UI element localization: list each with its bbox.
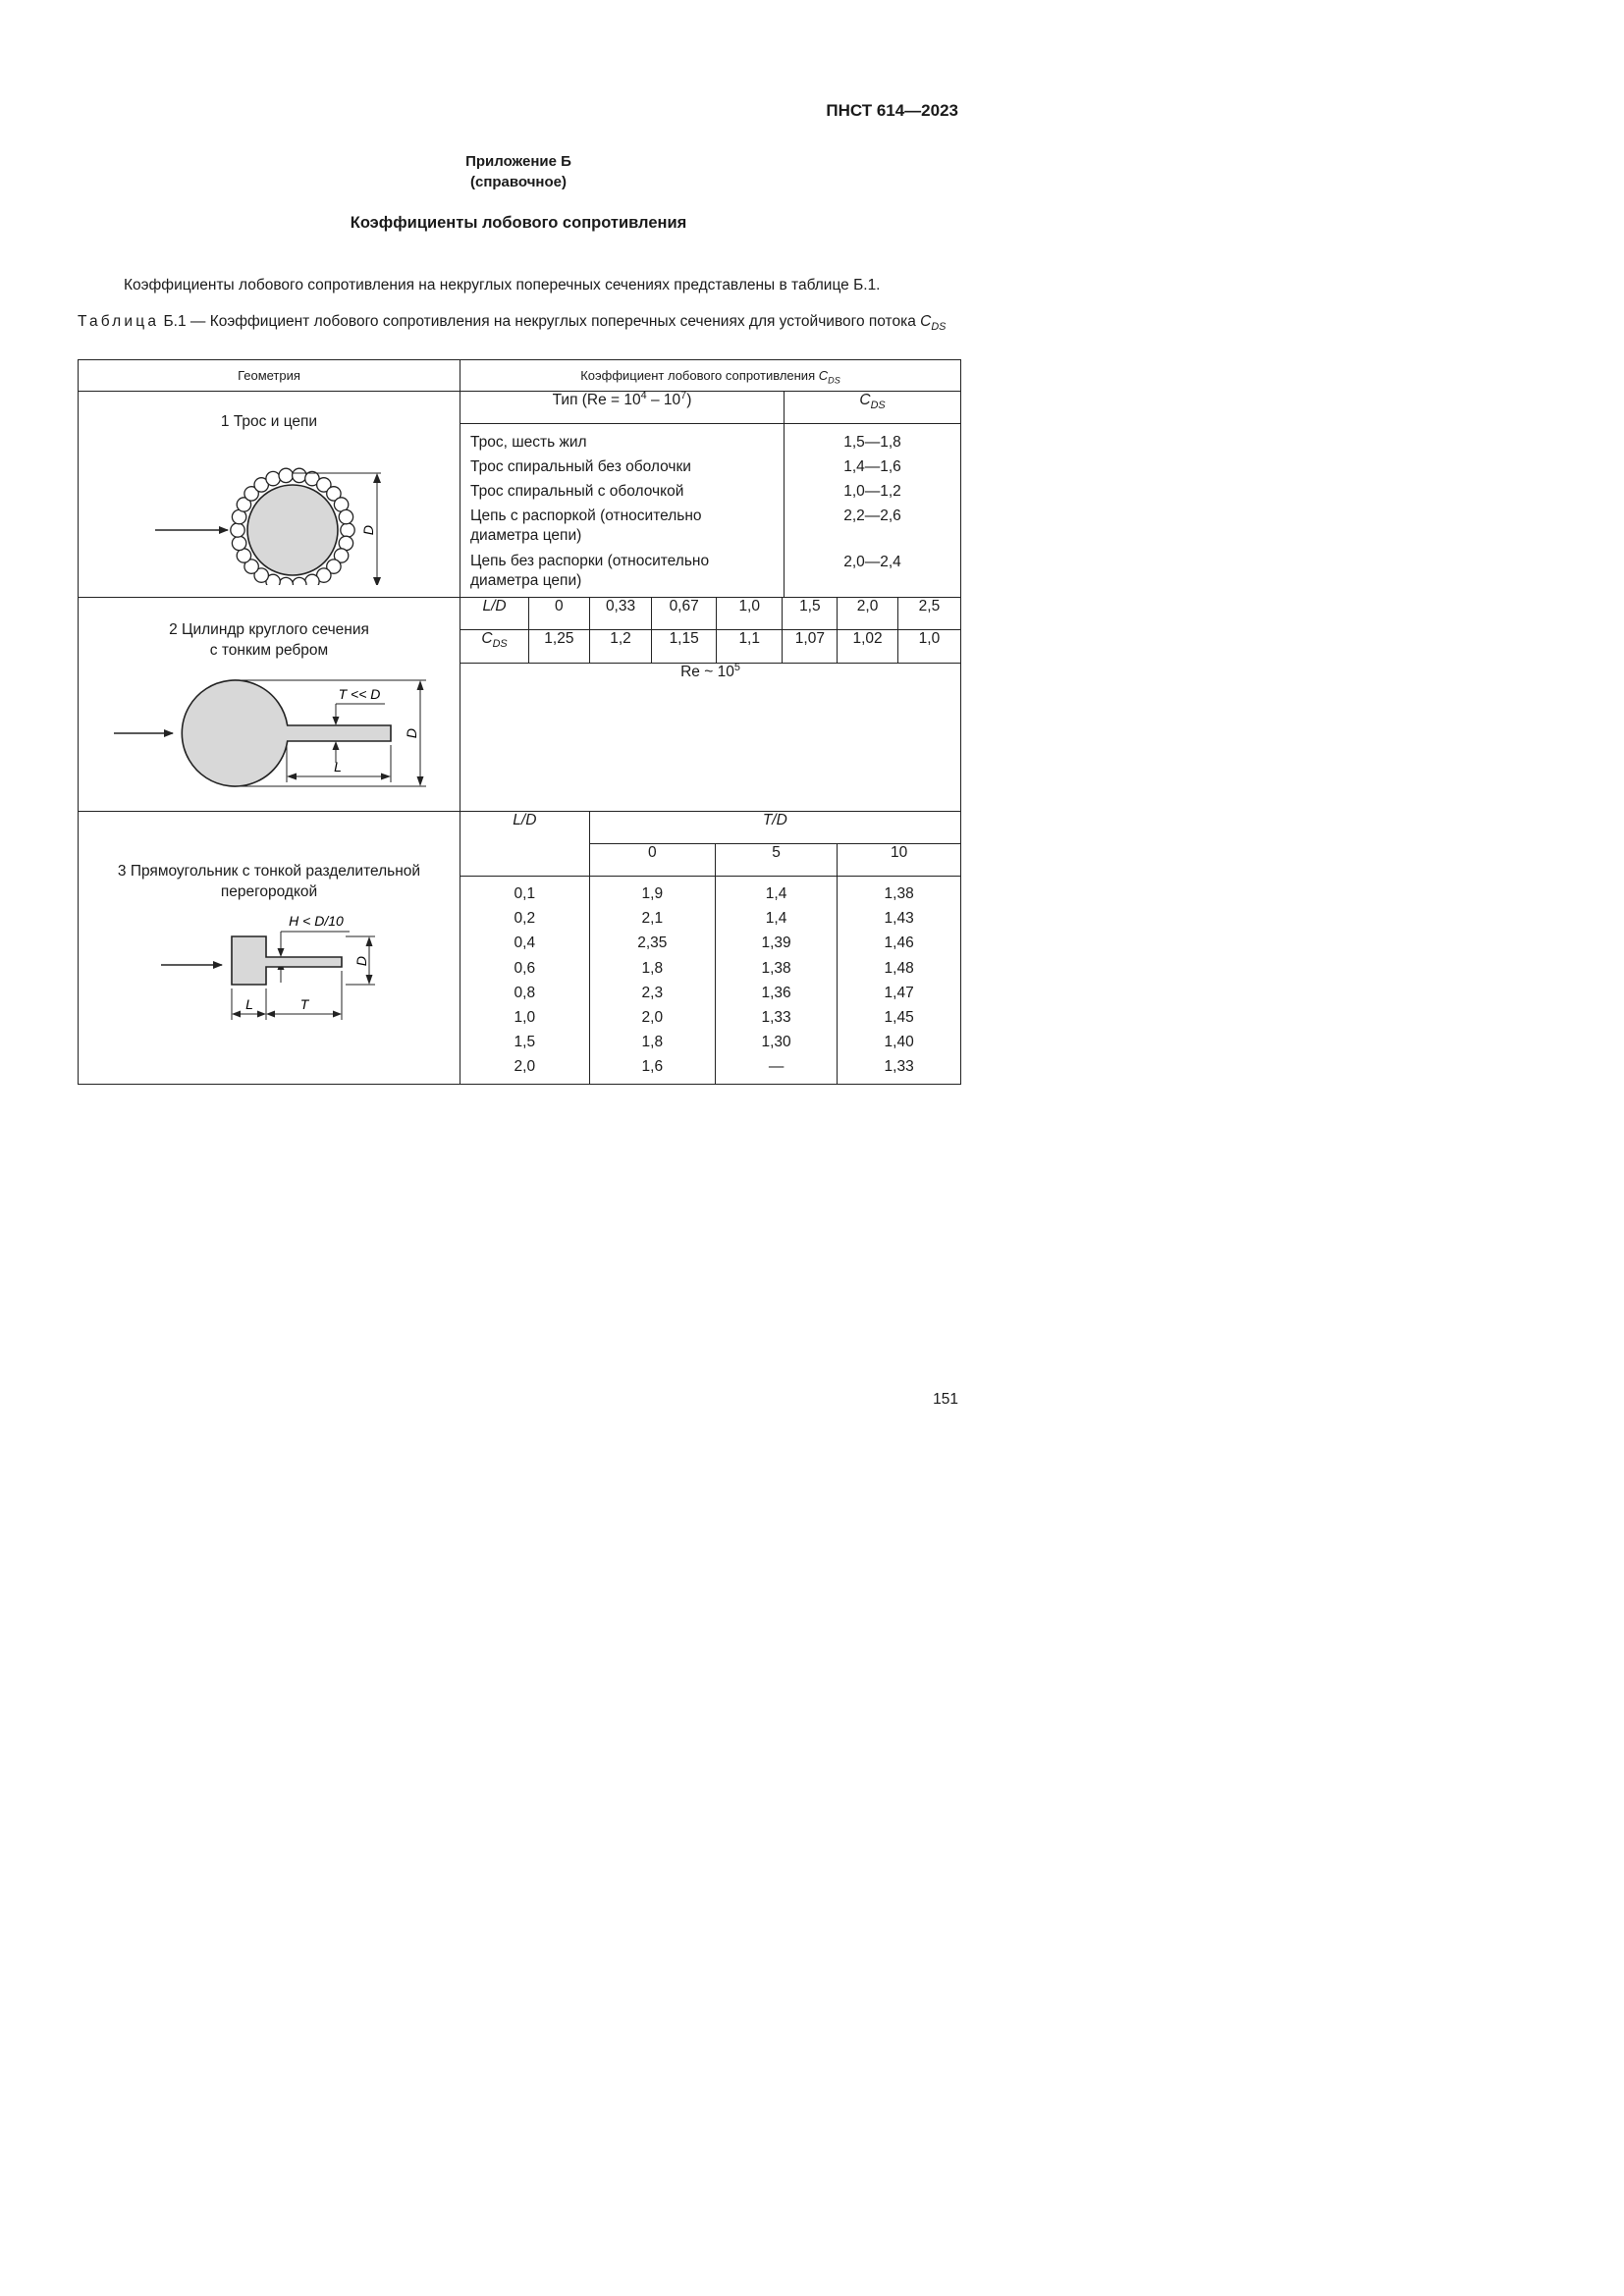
d-label: D bbox=[353, 955, 369, 966]
table-header-row bbox=[79, 360, 961, 392]
rectangle-title bbox=[79, 861, 460, 902]
re-prefix: Re ~ 10 bbox=[680, 664, 734, 680]
cds-cell: 1,30 bbox=[761, 1034, 791, 1051]
cds-cell: 1,4 bbox=[765, 910, 787, 928]
cds-cell: 1,45 bbox=[884, 1009, 914, 1027]
rectangle-plate-shape bbox=[232, 936, 342, 985]
header-geometry: Геометрия bbox=[79, 360, 460, 392]
dim-arrow-down-icon bbox=[373, 577, 381, 585]
cylinder-ld-row bbox=[460, 598, 960, 630]
rope-values-row bbox=[460, 423, 960, 597]
rope-type-item: Цепь без распорки (относительно диаметра цепи) bbox=[470, 552, 710, 589]
cylinder-ld-value: 0,67 bbox=[652, 598, 717, 630]
t-arrow-down-icon bbox=[333, 717, 340, 725]
cds-cell: 1,46 bbox=[884, 934, 914, 952]
cds-cell: 1,9 bbox=[641, 885, 664, 902]
rope-cds-value: 2,2—2,6 bbox=[843, 507, 901, 524]
table-caption-text: Коэффициент лобового сопротивления на некруглых поперечных сечениях для устойчивого потока bbox=[209, 313, 916, 330]
rope-cds-value: 1,0—1,2 bbox=[843, 482, 901, 500]
rectangle-col5 bbox=[715, 877, 837, 1084]
coef-cell-cylinder bbox=[460, 597, 961, 811]
rope-strand bbox=[266, 471, 280, 485]
cds-cell: 1,38 bbox=[884, 885, 914, 902]
rectangle-col10 bbox=[838, 877, 960, 1084]
table-caption-number: Б.1 bbox=[163, 313, 187, 330]
d-arrow-down-icon bbox=[366, 975, 373, 985]
type-header-mid: – 10 bbox=[646, 392, 681, 408]
rope-strand bbox=[293, 468, 306, 482]
appendix-title: Приложение Б bbox=[465, 153, 571, 170]
cylinder-diagram bbox=[79, 667, 460, 794]
page-number: 151 bbox=[933, 1391, 958, 1408]
geometry-cell-rope bbox=[79, 392, 460, 598]
rectangle-title-line1: 3 Прямоугольник с тонкой разделительной bbox=[117, 862, 421, 880]
h-arrow-down-icon bbox=[278, 948, 285, 957]
cylinder-ld-label: L/D bbox=[460, 598, 529, 630]
cylinder-cds-label: $C_{DS}$ bbox=[460, 630, 529, 664]
rope-strand bbox=[341, 523, 354, 537]
table-caption-symbol: C bbox=[920, 313, 932, 330]
ld-cell: 1,5 bbox=[514, 1034, 536, 1051]
rope-strand bbox=[293, 577, 306, 585]
t-arrow-right-icon bbox=[333, 1010, 342, 1017]
t-label: T << D bbox=[338, 685, 381, 702]
cds-cell: 2,0 bbox=[641, 1009, 664, 1027]
l-arrow-left-icon bbox=[287, 773, 297, 779]
cds-cell: 1,8 bbox=[641, 959, 664, 977]
rectangle-td-value: 5 bbox=[715, 844, 837, 877]
rectangle-diagram bbox=[79, 904, 460, 1041]
table-row-rope bbox=[79, 392, 961, 598]
cylinder-re-row bbox=[460, 664, 960, 811]
geometry-cell-rectangle bbox=[79, 811, 460, 1084]
cds-cell: 1,4 bbox=[765, 885, 787, 902]
rope-type-header-row bbox=[460, 392, 960, 423]
cds-cell: 1,8 bbox=[641, 1034, 664, 1051]
ld-cell: 0,6 bbox=[514, 959, 536, 977]
cylinder-cds-value: 1,2 bbox=[589, 630, 652, 664]
table-caption bbox=[78, 312, 959, 332]
ld-cell: 0,8 bbox=[514, 984, 536, 1001]
table-caption-label: Таблица bbox=[78, 313, 160, 330]
type-header-exp1: 4 bbox=[640, 389, 647, 401]
l-label: L bbox=[245, 995, 253, 1012]
cylinder-ld-value: 1,5 bbox=[783, 598, 838, 630]
document-code: ПНСТ 614—2023 bbox=[826, 101, 958, 120]
table-row-rectangle bbox=[79, 811, 961, 1084]
rope-title: 1 Трос и цепи bbox=[220, 413, 318, 430]
cylinder-title-line1: 2 Цилиндр круглого сечения bbox=[169, 620, 369, 638]
d-arrow-up-icon bbox=[417, 680, 424, 690]
rectangle-ld-header: L/D bbox=[460, 812, 589, 877]
appendix-subtitle: (справочное) bbox=[470, 174, 567, 190]
ld-cell: 2,0 bbox=[514, 1058, 536, 1076]
rectangle-title-line2: перегородкой bbox=[220, 882, 318, 900]
cylinder-title-line2: с тонким ребром bbox=[209, 641, 329, 659]
l-arrow-right-icon bbox=[257, 1010, 266, 1017]
cds-cell: 2,3 bbox=[641, 984, 664, 1001]
table-row-cylinder bbox=[79, 597, 961, 811]
cds-cell: 1,38 bbox=[761, 959, 791, 977]
rope-cds-sub: DS bbox=[870, 400, 886, 412]
rectangle-header-row1 bbox=[460, 812, 960, 844]
cylinder-cds-row bbox=[460, 630, 960, 664]
header-coefficient-label: Коэффициент лобового сопротивления bbox=[580, 368, 816, 383]
d-arrow-down-icon bbox=[417, 776, 424, 786]
cds-cell: 1,43 bbox=[884, 910, 914, 928]
rope-cds-value: 1,5—1,8 bbox=[843, 433, 901, 451]
cds-cell: 1,6 bbox=[641, 1058, 664, 1076]
ld-cell: 0,4 bbox=[514, 934, 536, 952]
rope-strand bbox=[279, 577, 293, 585]
rope-inner-table bbox=[460, 389, 960, 597]
rope-cds-value: 2,0—2,4 bbox=[843, 553, 901, 570]
d-label: D bbox=[404, 727, 419, 738]
cylinder-inner-table bbox=[460, 598, 960, 811]
rectangle-td-header: T/D bbox=[589, 812, 960, 844]
intro-paragraph: Коэффициенты лобового сопротивления на некруглых поперечных сечениях представлены в таблице Б.1. bbox=[124, 277, 881, 294]
rope-type-item: Цепь с распоркой (относительно диаметра цепи) bbox=[470, 507, 702, 544]
rope-strand bbox=[305, 574, 319, 585]
section-heading: Коэффициенты лобового сопротивления bbox=[350, 214, 687, 232]
cds-cell: 1,39 bbox=[761, 934, 791, 952]
rectangle-col0 bbox=[589, 877, 715, 1084]
rope-type-header bbox=[460, 389, 785, 423]
type-header-exp2: 7 bbox=[680, 389, 687, 401]
rope-cds-value: 1,4—1,6 bbox=[843, 457, 901, 475]
d-arrow-up-icon bbox=[366, 936, 373, 946]
dim-arrow-up-icon bbox=[373, 473, 381, 483]
cylinder-cds-value: 1,07 bbox=[783, 630, 838, 664]
cds-cell: 1,36 bbox=[761, 984, 791, 1001]
cylinder-cds-value: 1,0 bbox=[897, 630, 960, 664]
t-arrow-up-icon bbox=[333, 741, 340, 750]
rope-strand bbox=[339, 509, 352, 523]
geometry-cell-cylinder bbox=[79, 597, 460, 811]
l-arrow-right-icon bbox=[381, 773, 391, 779]
cds-cell: 1,47 bbox=[884, 984, 914, 1001]
rope-strand bbox=[231, 523, 244, 537]
header-coefficient bbox=[460, 360, 961, 392]
rope-type-item: Трос спиральный с оболочкой bbox=[470, 482, 684, 500]
table-caption-symbol-sub: DS bbox=[931, 321, 947, 334]
rope-diagram bbox=[79, 438, 460, 585]
cds-cell: — bbox=[768, 1058, 785, 1076]
cds-cell: 1,40 bbox=[884, 1034, 914, 1051]
header-coefficient-sub: DS bbox=[828, 375, 840, 386]
ld-cell: 1,0 bbox=[514, 1009, 536, 1027]
rope-core-circle bbox=[247, 485, 338, 575]
cylinder-cds-value: 1,15 bbox=[652, 630, 717, 664]
coef-cell-rectangle bbox=[460, 811, 961, 1084]
rope-type-item: Трос, шесть жил bbox=[470, 433, 587, 451]
table-caption-dash: — bbox=[186, 313, 210, 330]
ld-cell: 0,2 bbox=[514, 910, 536, 928]
rectangle-td-value: 0 bbox=[589, 844, 715, 877]
drag-coefficient-table bbox=[78, 359, 961, 1085]
header-coefficient-symbol: C bbox=[818, 368, 829, 383]
rope-cds-values-cell bbox=[785, 423, 960, 597]
cylinder-ld-value: 1,0 bbox=[716, 598, 783, 630]
rectangle-values-row bbox=[460, 877, 960, 1084]
h-label: H < D/10 bbox=[289, 912, 344, 929]
type-header-prefix: Тип (Re = 10 bbox=[552, 392, 641, 408]
cylinder-ld-value: 2,0 bbox=[838, 598, 898, 630]
ld-cell: 0,1 bbox=[514, 885, 536, 902]
rectangle-td-value: 10 bbox=[838, 844, 960, 877]
rope-type-item: Трос спиральный без оболочки bbox=[470, 457, 691, 475]
rope-types-cell bbox=[460, 423, 785, 597]
dim-label-d: D bbox=[360, 524, 376, 536]
cylinder-ld-value: 2,5 bbox=[897, 598, 960, 630]
cylinder-re-cell bbox=[460, 661, 960, 811]
rectangle-ld-column bbox=[460, 877, 589, 1084]
rectangle-inner-table bbox=[460, 812, 960, 1084]
cylinder-title bbox=[79, 619, 460, 661]
l-arrow-left-icon bbox=[232, 1010, 241, 1017]
cds-cell: 1,48 bbox=[884, 959, 914, 977]
rope-strand bbox=[232, 536, 245, 550]
cylinder-cds-value: 1,1 bbox=[716, 630, 783, 664]
cds-cell: 1,33 bbox=[761, 1009, 791, 1027]
t-label: T bbox=[299, 995, 309, 1012]
coef-cell-rope bbox=[460, 389, 961, 598]
cylinder-cds-value: 1,02 bbox=[838, 630, 898, 664]
rope-strand bbox=[279, 468, 293, 482]
cds-cell: 1,33 bbox=[884, 1058, 914, 1076]
l-label: L bbox=[334, 758, 342, 774]
t-arrow-left-icon bbox=[266, 1010, 275, 1017]
cylinder-ld-value: 0,33 bbox=[589, 598, 652, 630]
cylinder-ld-value: 0 bbox=[529, 598, 590, 630]
rope-cds-symbol: C bbox=[859, 392, 871, 408]
rope-cds-header bbox=[785, 392, 960, 423]
re-exponent: 5 bbox=[733, 661, 740, 673]
cds-cell: 2,1 bbox=[641, 910, 664, 928]
cylinder-cds-value: 1,25 bbox=[529, 630, 590, 664]
cds-cell: 2,35 bbox=[637, 934, 668, 952]
type-header-suffix: ) bbox=[686, 392, 692, 408]
